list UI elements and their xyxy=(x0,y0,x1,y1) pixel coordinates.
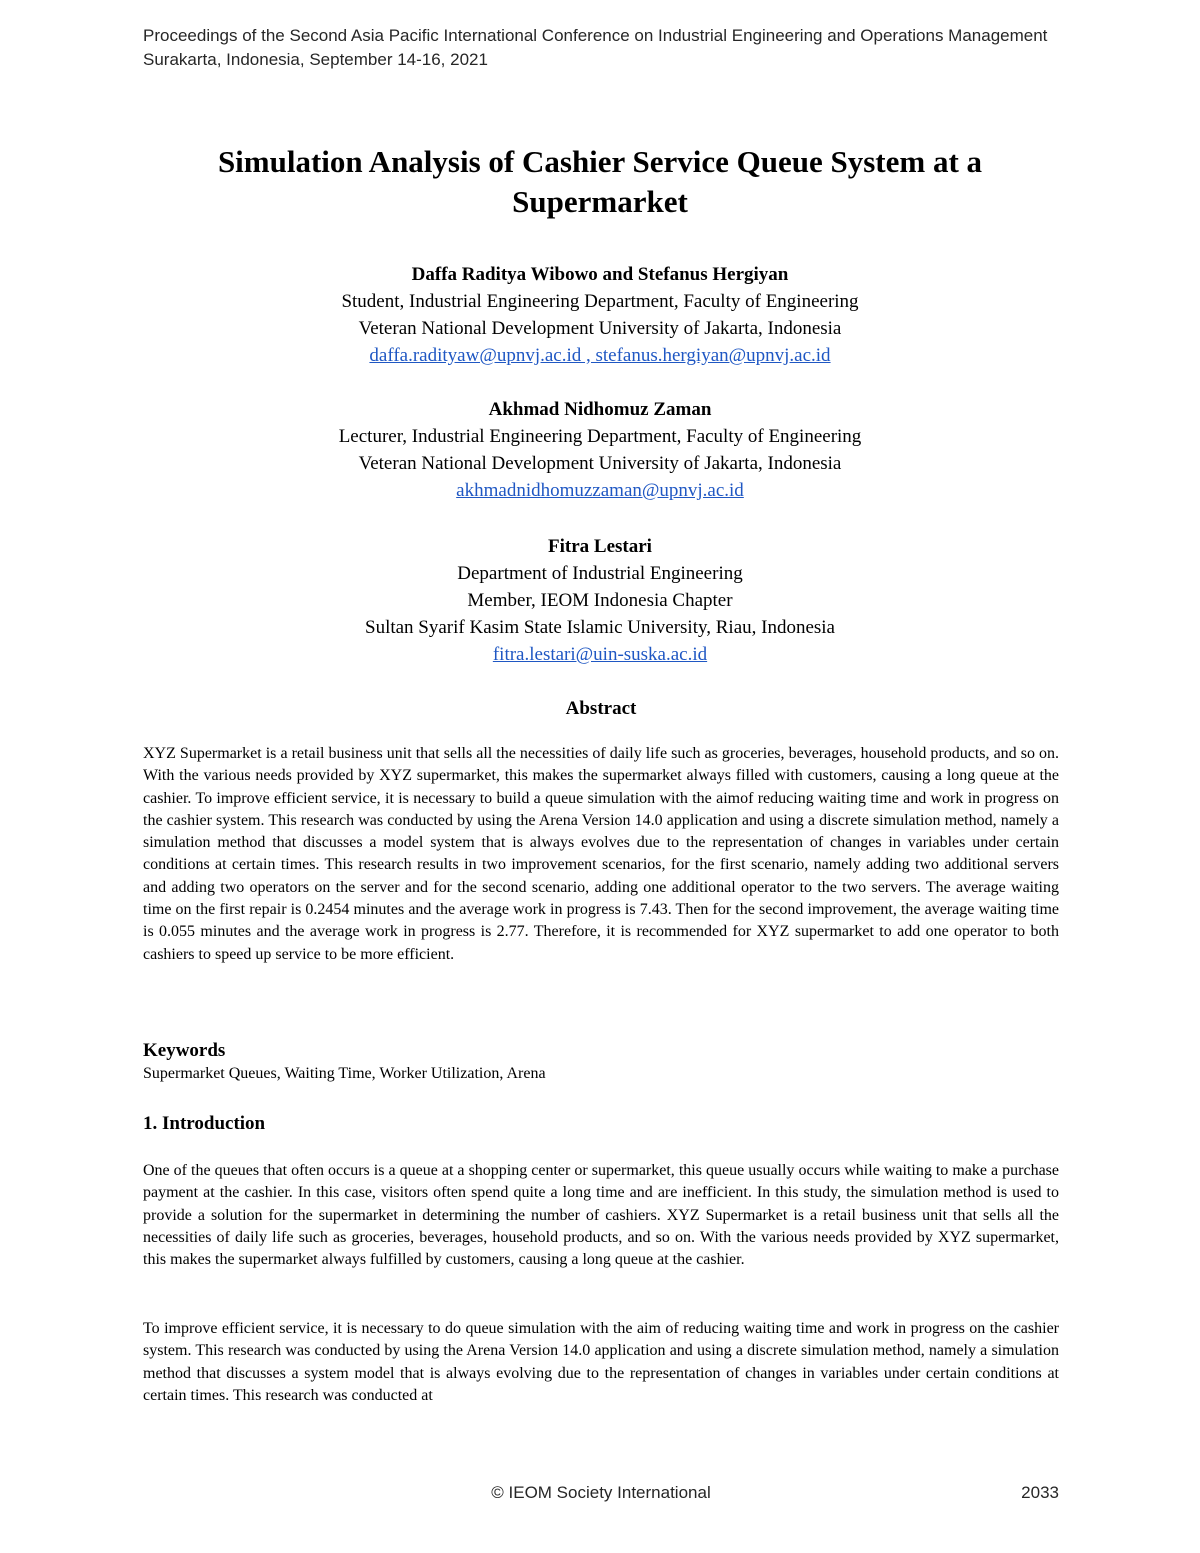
author-affiliation: Lecturer, Industrial Engineering Department, Faculty of Engineering xyxy=(338,426,862,447)
keywords-heading: Keywords xyxy=(143,1040,226,1061)
author-name: Daffa Raditya Wibowo and Stefanus Hergiyan xyxy=(411,264,789,285)
page-number: 2033 xyxy=(1021,1483,1059,1502)
author-email-link[interactable]: akhmadnidhomuzzaman@upnvj.ac.id xyxy=(456,480,744,501)
author-block-2 xyxy=(150,396,1050,504)
author-email-link[interactable]: daffa.radityaw@upnvj.ac.id , stefanus.hergiyan@upnvj.ac.id xyxy=(369,345,831,366)
introduction-paragraph-2: To improve efficient service, it is necessary to do queue simulation with the aim of reducing waiting time and work in progress on the cashier system. This research was conducted by using the Arena Version 14.0 application and using a discrete simulation method, namely a simulation method that discusses a system model that is always evolving due to the representation of changes in variables under certain conditions at certain times. This research was conducted at xyxy=(143,1320,1059,1404)
author-email-link[interactable]: fitra.lestari@uin-suska.ac.id xyxy=(492,644,708,665)
header-conference-line: Proceedings of the Second Asia Pacific International Conference on Industrial Engineering and Operations Management xyxy=(143,26,1048,45)
title-line-1: Simulation Analysis of Cashier Service Queue System at a xyxy=(217,144,983,179)
abstract-text: XYZ Supermarket is a retail business unit that sells all the necessities of daily life such as groceries, beverages, household products, and so on. With the various needs provided by XYZ supermarket, this makes the supermarket always filled with customers, causing a long queue at the cashier. To improve efficient service, it is necessary to build a queue simulation with the aimof reducing waiting time and work in progress on the cashier system. This research was conducted by using the Arena Version 14.0 application and using a discrete simulation method, namely a simulation method that discusses a model system that is always evolves due to the representation of changes in variables under certain conditions at certain times. This research results in two improvement scenarios, for the first scenario, namely adding two additional servers and adding two operators on the server and for the second scenario, adding one additional operator to the two servers. The average waiting time on the first repair is 0.2454 minutes and the average work in progress is 7.43. Then for the second improvement, the average waiting time is 0.055 minutes and the average work in progress is 2.77. Therefore, it is recommended for XYZ supermarket to add one operator to both cashiers to speed up service to be more efficient. xyxy=(143,745,1059,963)
author-affiliation: Veteran National Development University of Jakarta, Indonesia xyxy=(358,318,842,339)
author-affiliation: Member, IEOM Indonesia Chapter xyxy=(467,590,733,611)
author-affiliation: Veteran National Development University of Jakarta, Indonesia xyxy=(358,453,842,474)
introduction-heading: 1. Introduction xyxy=(143,1113,266,1134)
proceedings-header xyxy=(143,24,1193,72)
paper-title xyxy=(100,142,1100,222)
page-footer xyxy=(143,1481,1059,1505)
title-line-2: Supermarket xyxy=(512,184,688,219)
author-name: Akhmad Nidhomuz Zaman xyxy=(488,399,712,420)
footer-copyright: © IEOM Society International xyxy=(491,1483,711,1502)
author-affiliation: Sultan Syarif Kasim State Islamic University, Riau, Indonesia xyxy=(365,617,835,638)
header-location-line: Surakarta, Indonesia, September 14-16, 2021 xyxy=(143,50,488,69)
author-name: Fitra Lestari xyxy=(548,536,652,557)
abstract-heading: Abstract xyxy=(565,698,637,719)
author-block-3 xyxy=(150,533,1050,668)
author-block-1 xyxy=(150,261,1050,369)
author-affiliation: Department of Industrial Engineering xyxy=(457,563,743,584)
keywords-text: Supermarket Queues, Waiting Time, Worker Utilization, Arena xyxy=(143,1065,546,1082)
author-affiliation: Student, Industrial Engineering Department, Faculty of Engineering xyxy=(341,291,859,312)
introduction-paragraph-1: One of the queues that often occurs is a queue at a shopping center or supermarket, this queue usually occurs while waiting to make a purchase payment at the cashier. In this case, visitors often spend quite a long time and are inefficient. In this study, the simulation method is used to provide a solution for the supermarket in determining the number of cashiers. XYZ Supermarket is a retail business unit that sells all the necessities of daily life such as groceries, beverages, household products, and so on. With the various needs provided by XYZ supermarket, this makes the supermarket always fulfilled by customers, causing a long queue at the cashier. xyxy=(143,1162,1059,1269)
